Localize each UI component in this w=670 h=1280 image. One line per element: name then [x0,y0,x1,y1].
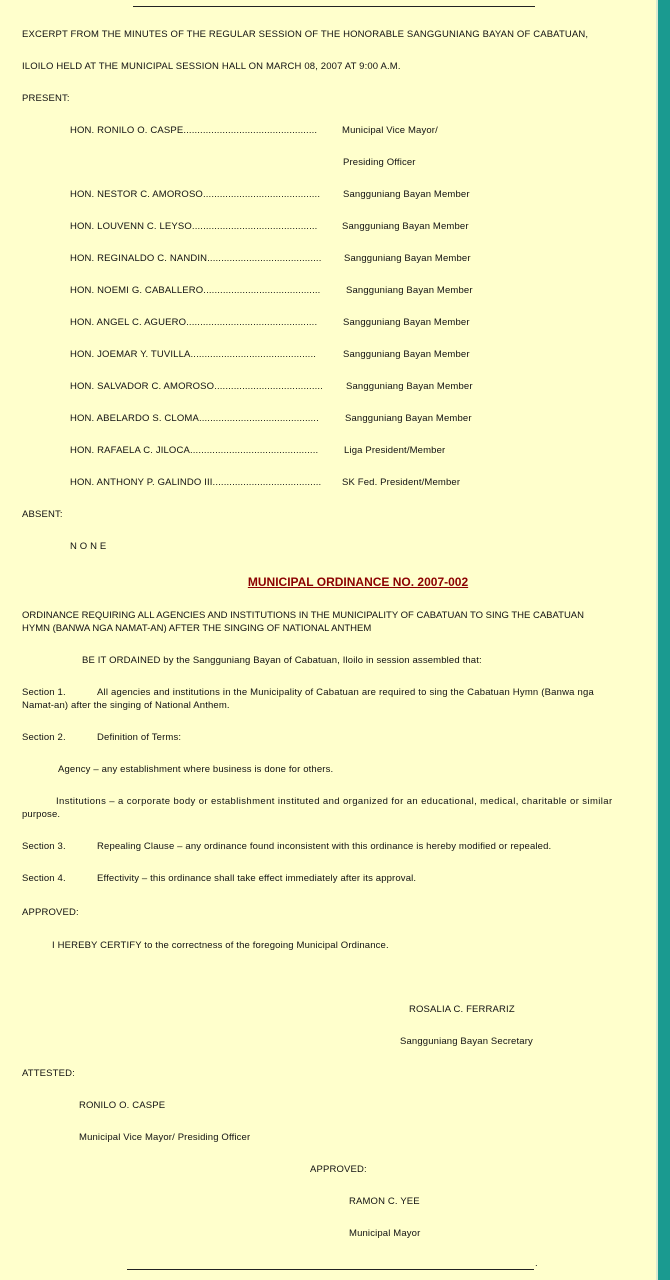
certification-text: I HEREBY CERTIFY to the correctness of the foregoing Municipal Ordinance. [52,940,389,951]
definition-agency: Agency – any establishment where business is done for others. [58,764,334,775]
section-3-text: Repealing Clause – any ordinance found inconsistent with this ordinance is hereby modified or repealed. [97,841,552,852]
right-edge-bar [658,0,670,1280]
member-name: HON. JOEMAR Y. TUVILLA............................................. [70,349,317,360]
mayor-title: Municipal Mayor [349,1228,421,1239]
member-role: Liga President/Member [344,445,446,456]
member-role-cont: Presiding Officer [343,157,416,168]
absent-value: N O N E [70,541,107,552]
member-name: HON. RAFAELA C. JILOCA.............................................. [70,445,319,456]
member-name: HON. REGINALDO C. NANDIN......................................... [70,253,322,264]
mayor-approved-label: APPROVED: [310,1164,367,1175]
enacting-clause: BE IT ORDAINED by the Sangguniang Bayan of Cabatuan, Iloilo in session assembled that: [82,655,482,666]
member-name: HON. SALVADOR C. AMOROSO....................................... [70,381,323,392]
member-name: HON. RONILO O. CASPE................................................ [70,125,318,136]
section-1-text: All agencies and institutions in the Municipality of Cabatuan are required to sing the Cabatuan Hymn (Banwa nga [97,687,594,698]
mayor-name: RAMON C. YEE [349,1196,420,1207]
member-role: Sangguniang Bayan Member [344,253,471,264]
member-name: HON. LOUVENN C. LEYSO............................................. [70,221,318,232]
top-rule [133,6,535,7]
member-name: HON. NOEMI G. CABALLERO.......................................... [70,285,321,296]
member-name: HON. ABELARDO S. CLOMA........................................... [70,413,319,424]
member-name: HON. NESTOR C. AMOROSO.......................................... [70,189,321,200]
member-role: SK Fed. President/Member [342,477,461,488]
member-role: Sangguniang Bayan Member [346,381,473,392]
member-role: Sangguniang Bayan Member [346,285,473,296]
section-2-text: Definition of Terms: [97,732,182,743]
present-label: PRESENT: [22,93,70,104]
header-line-1: EXCERPT FROM THE MINUTES OF THE REGULAR SESSION OF THE HONORABLE SANGGUNIANG BAYAN OF CABATUAN, [22,29,589,40]
section-4-label: Section 4. [22,873,66,884]
header-line-2: ILOILO HELD AT THE MUNICIPAL SESSION HALL ON MARCH 08, 2007 AT 9:00 A.M. [22,61,401,72]
member-name: HON. ANGEL C. AGUERO............................................... [70,317,318,328]
bottom-rule-end: . [535,1258,538,1269]
section-1-text-cont: Namat-an) after the singing of National Anthem. [22,700,230,711]
secretary-title: Sangguniang Bayan Secretary [400,1036,533,1047]
secretary-name: ROSALIA C. FERRARIZ [409,1004,515,1015]
bottom-rule [127,1269,534,1270]
section-2-label: Section 2. [22,732,66,743]
section-3-label: Section 3. [22,841,66,852]
attested-name: RONILO O. CASPE [79,1100,166,1111]
ordinance-subject: ORDINANCE REQUIRING ALL AGENCIES AND INSTITUTIONS IN THE MUNICIPALITY OF CABATUAN TO SING THE CABATUAN HYMN (BANWA NGA NAMAT-AN) AFTER THE SINGING OF NATIONAL ANTHEM [22,610,585,634]
definition-institutions: Institutions – a corporate body or establishment instituted and organized for an educational, medical, charitable or similar [56,796,613,807]
member-role: Sangguniang Bayan Member [342,221,469,232]
member-role: Sangguniang Bayan Member [343,189,470,200]
attested-label: ATTESTED: [22,1068,75,1079]
member-name: HON. ANTHONY P. GALINDO III....................................... [70,477,322,488]
member-role: Sangguniang Bayan Member [345,413,472,424]
member-role: Municipal Vice Mayor/ [342,125,438,136]
absent-label: ABSENT: [22,509,63,520]
member-role: Sangguniang Bayan Member [343,349,470,360]
section-4-text: Effectivity – this ordinance shall take effect immediately after its approval. [97,873,417,884]
attested-title: Municipal Vice Mayor/ Presiding Officer [79,1132,251,1143]
ordinance-title: MUNICIPAL ORDINANCE NO. 2007-002 [247,575,469,589]
member-role: Sangguniang Bayan Member [343,317,470,328]
approved-label: APPROVED: [22,907,79,918]
section-1-label: Section 1. [22,687,66,698]
definition-institutions-cont: purpose. [22,809,61,820]
